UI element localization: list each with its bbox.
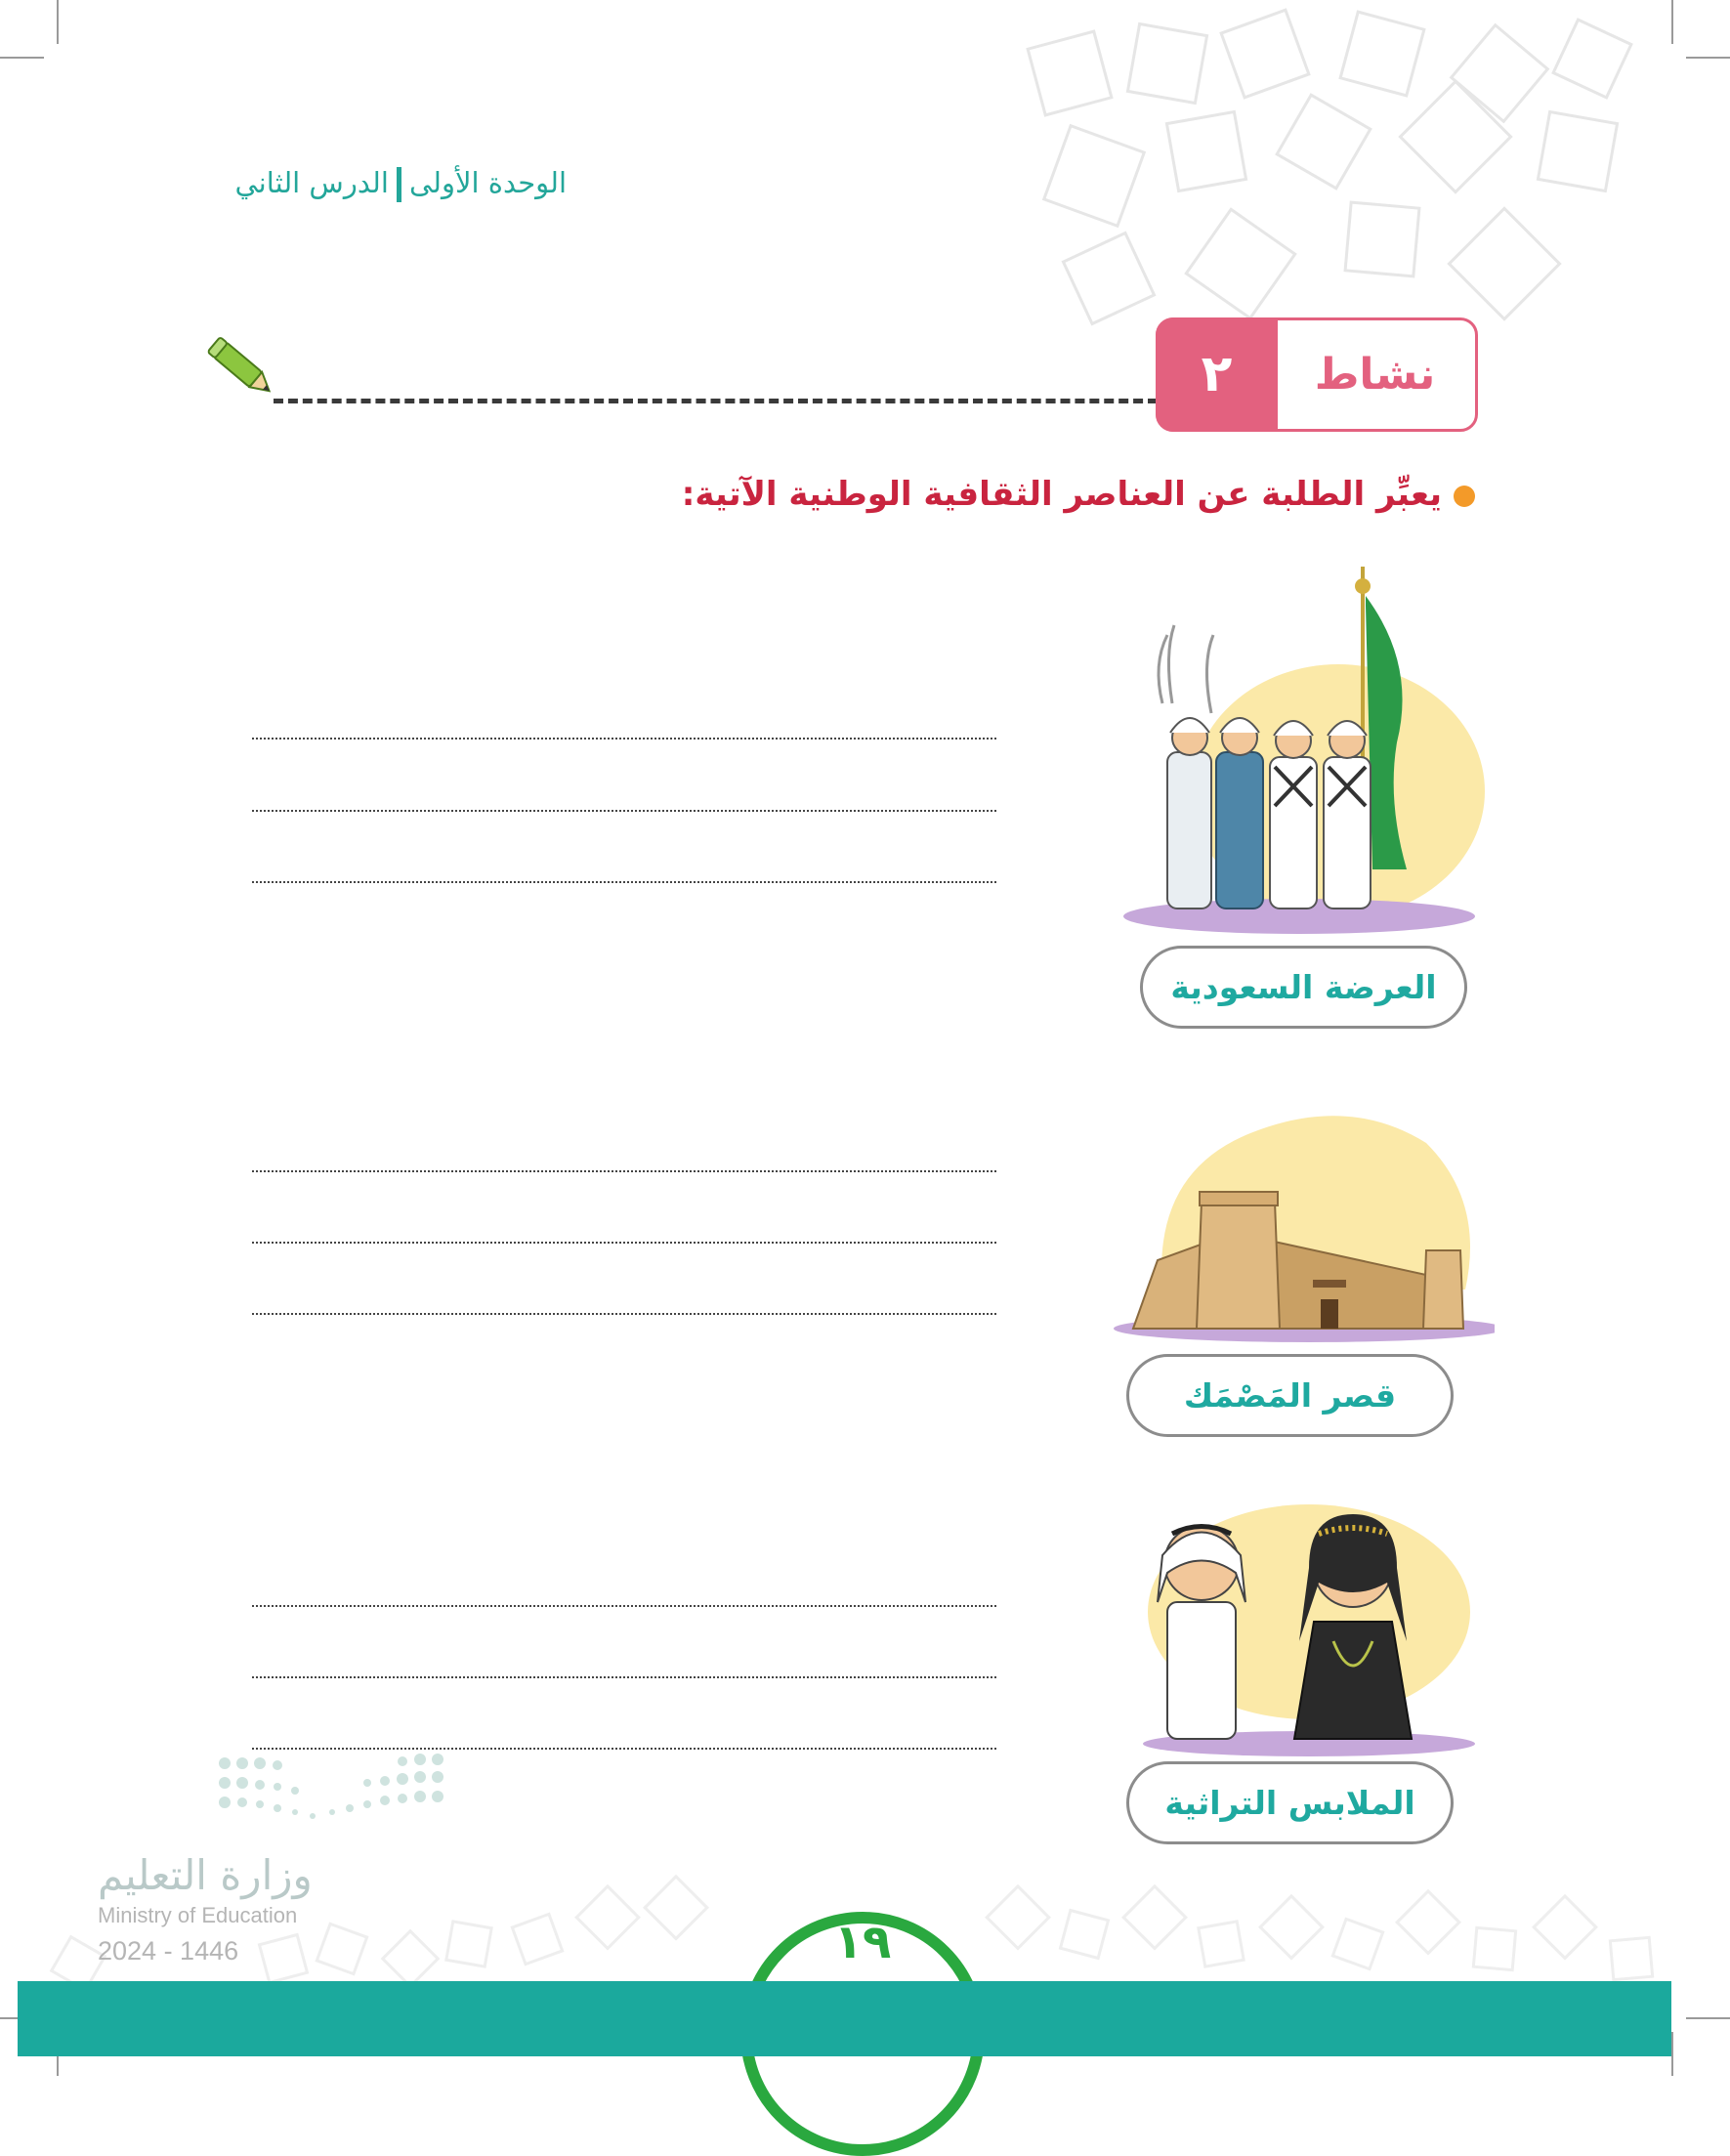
instruction-text: يعبِّر الطلبة عن العناصر الثقافية الوطنية الآتية:: [681, 475, 1442, 514]
writing-line[interactable]: [252, 881, 996, 883]
instruction-line: [586, 475, 1475, 514]
header-separator: [397, 167, 401, 202]
ministry-logo-icon: [215, 1754, 459, 1832]
edition-year: 2024 - 1446: [98, 1936, 239, 1966]
item-label-traditional-clothes: الملابس التراثية: [1126, 1761, 1454, 1844]
writing-line[interactable]: [252, 810, 996, 812]
item-label-masmak: قصر المَصْمَك: [1126, 1354, 1454, 1437]
unit-title: الوحدة الأولى: [408, 166, 567, 199]
unit-lesson-header: [176, 166, 567, 202]
pencil-icon: [203, 332, 281, 405]
writing-line[interactable]: [252, 1605, 996, 1607]
activity-dashed-line: [274, 399, 1158, 403]
writing-line[interactable]: [252, 1313, 996, 1315]
ardah-illustration: [1104, 547, 1495, 938]
item-label-ardah: العرضة السعودية: [1140, 946, 1467, 1029]
page-number: ١٩: [833, 1915, 892, 1969]
writing-line[interactable]: [252, 1242, 996, 1244]
ministry-english-name: Ministry of Education: [98, 1903, 298, 1927]
writing-line[interactable]: [252, 1748, 996, 1750]
bullet-dot-icon: [1454, 486, 1475, 507]
footer-bar: [18, 1981, 1671, 2056]
activity-number: ٢: [1156, 317, 1278, 432]
traditional-clothes-illustration: [1114, 1495, 1485, 1758]
masmak-palace-illustration: [1104, 1094, 1495, 1348]
writing-line[interactable]: [252, 1676, 996, 1678]
lesson-title: الدرس الثاني: [234, 166, 389, 199]
activity-badge: [1156, 317, 1478, 432]
writing-line[interactable]: [252, 738, 996, 740]
ministry-arabic-name: وزارة التعليم: [98, 1851, 313, 1899]
writing-line[interactable]: [252, 1170, 996, 1172]
activity-label: نشاط: [1314, 350, 1436, 400]
